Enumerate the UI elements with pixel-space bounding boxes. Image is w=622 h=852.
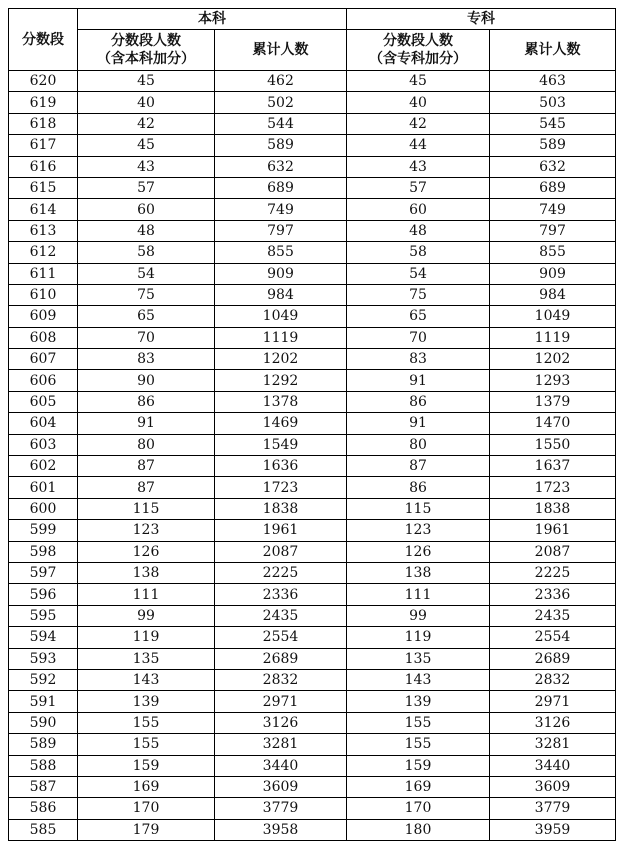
benke-count-cell: 155 xyxy=(78,712,215,733)
zhuanke-cumulative-cell: 3281 xyxy=(490,734,616,755)
benke-count-cell: 86 xyxy=(78,391,215,412)
zhuanke-count-cell: 65 xyxy=(347,306,490,327)
score-cell: 585 xyxy=(9,819,78,840)
benke-cumulative-cell: 1636 xyxy=(215,456,347,477)
benke-cumulative-cell: 544 xyxy=(215,113,347,134)
zhuanke-cumulative-cell: 1550 xyxy=(490,434,616,455)
zhuanke-cumulative-cell: 2554 xyxy=(490,627,616,648)
zhuanke-count-cell: 43 xyxy=(347,156,490,177)
zhuanke-count-cell: 126 xyxy=(347,541,490,562)
benke-cumulative-cell: 984 xyxy=(215,284,347,305)
zhuanke-count-cell: 91 xyxy=(347,413,490,434)
benke-cumulative-cell: 689 xyxy=(215,177,347,198)
benke-group-header: 本科 xyxy=(78,9,347,30)
benke-cumulative-header: 累计人数 xyxy=(215,30,347,71)
benke-cumulative-cell: 1292 xyxy=(215,370,347,391)
benke-cumulative-cell: 502 xyxy=(215,92,347,113)
zhuanke-count-header-line2: （含专科加分） xyxy=(369,51,467,67)
table-body xyxy=(9,71,616,841)
score-cell: 619 xyxy=(9,92,78,113)
score-cell: 586 xyxy=(9,798,78,819)
zhuanke-count-cell: 40 xyxy=(347,92,490,113)
benke-cumulative-cell: 855 xyxy=(215,242,347,263)
zhuanke-count-cell: 169 xyxy=(347,776,490,797)
score-cell: 589 xyxy=(9,734,78,755)
score-column-header: 分数段 xyxy=(9,9,78,71)
zhuanke-count-cell: 42 xyxy=(347,113,490,134)
benke-cumulative-cell: 2087 xyxy=(215,541,347,562)
benke-cumulative-cell: 3609 xyxy=(215,776,347,797)
score-cell: 615 xyxy=(9,177,78,198)
table-row xyxy=(9,220,616,241)
benke-count-cell: 60 xyxy=(78,199,215,220)
table-row xyxy=(9,734,616,755)
score-cell: 617 xyxy=(9,135,78,156)
benke-cumulative-cell: 462 xyxy=(215,71,347,92)
table-row xyxy=(9,798,616,819)
benke-cumulative-cell: 3281 xyxy=(215,734,347,755)
zhuanke-count-cell: 45 xyxy=(347,71,490,92)
score-cell: 599 xyxy=(9,520,78,541)
benke-count-cell: 135 xyxy=(78,648,215,669)
benke-cumulative-cell: 2689 xyxy=(215,648,347,669)
zhuanke-cumulative-cell: 797 xyxy=(490,220,616,241)
benke-count-cell: 87 xyxy=(78,456,215,477)
score-cell: 597 xyxy=(9,562,78,583)
zhuanke-count-cell: 91 xyxy=(347,370,490,391)
zhuanke-count-cell: 159 xyxy=(347,755,490,776)
zhuanke-count-cell: 86 xyxy=(347,477,490,498)
table-row xyxy=(9,712,616,733)
benke-count-cell: 42 xyxy=(78,113,215,134)
score-cell: 594 xyxy=(9,627,78,648)
benke-cumulative-cell: 2435 xyxy=(215,605,347,626)
zhuanke-count-cell: 60 xyxy=(347,199,490,220)
benke-count-cell: 126 xyxy=(78,541,215,562)
zhuanke-cumulative-cell: 3959 xyxy=(490,819,616,840)
zhuanke-cumulative-cell: 2225 xyxy=(490,562,616,583)
score-cell: 598 xyxy=(9,541,78,562)
benke-count-cell: 80 xyxy=(78,434,215,455)
zhuanke-cumulative-cell: 2689 xyxy=(490,648,616,669)
benke-count-cell: 169 xyxy=(78,776,215,797)
zhuanke-cumulative-cell: 1723 xyxy=(490,477,616,498)
table-row xyxy=(9,242,616,263)
table-row xyxy=(9,691,616,712)
table-row xyxy=(9,456,616,477)
table-row xyxy=(9,541,616,562)
benke-cumulative-cell: 1723 xyxy=(215,477,347,498)
benke-cumulative-cell: 1378 xyxy=(215,391,347,412)
zhuanke-count-cell: 75 xyxy=(347,284,490,305)
zhuanke-count-cell: 143 xyxy=(347,669,490,690)
score-cell: 614 xyxy=(9,199,78,220)
benke-count-cell: 54 xyxy=(78,263,215,284)
table-row xyxy=(9,669,616,690)
zhuanke-cumulative-cell: 855 xyxy=(490,242,616,263)
zhuanke-count-cell: 139 xyxy=(347,691,490,712)
table-row xyxy=(9,199,616,220)
benke-cumulative-cell: 1549 xyxy=(215,434,347,455)
score-distribution-table-container xyxy=(8,8,616,841)
score-cell: 600 xyxy=(9,498,78,519)
table-row xyxy=(9,284,616,305)
table-row xyxy=(9,819,616,840)
zhuanke-cumulative-cell: 1202 xyxy=(490,349,616,370)
benke-count-cell: 159 xyxy=(78,755,215,776)
zhuanke-cumulative-cell: 1961 xyxy=(490,520,616,541)
zhuanke-count-cell: 86 xyxy=(347,391,490,412)
zhuanke-count-cell: 48 xyxy=(347,220,490,241)
zhuanke-group-header: 专科 xyxy=(347,9,616,30)
benke-cumulative-cell: 3440 xyxy=(215,755,347,776)
score-cell: 612 xyxy=(9,242,78,263)
table-row xyxy=(9,605,616,626)
table-row xyxy=(9,627,616,648)
score-cell: 620 xyxy=(9,71,78,92)
table-row xyxy=(9,156,616,177)
zhuanke-cumulative-cell: 984 xyxy=(490,284,616,305)
score-cell: 611 xyxy=(9,263,78,284)
zhuanke-cumulative-cell: 2971 xyxy=(490,691,616,712)
zhuanke-count-cell: 180 xyxy=(347,819,490,840)
zhuanke-cumulative-cell: 1119 xyxy=(490,327,616,348)
table-row xyxy=(9,113,616,134)
benke-count-cell: 138 xyxy=(78,562,215,583)
benke-cumulative-cell: 749 xyxy=(215,199,347,220)
zhuanke-count-cell: 170 xyxy=(347,798,490,819)
header-row-columns xyxy=(9,30,616,71)
benke-cumulative-cell: 2971 xyxy=(215,691,347,712)
zhuanke-cumulative-cell: 1379 xyxy=(490,391,616,412)
table-row xyxy=(9,477,616,498)
benke-count-cell: 65 xyxy=(78,306,215,327)
benke-cumulative-cell: 3126 xyxy=(215,712,347,733)
score-cell: 587 xyxy=(9,776,78,797)
zhuanke-cumulative-cell: 1293 xyxy=(490,370,616,391)
benke-cumulative-cell: 3779 xyxy=(215,798,347,819)
zhuanke-cumulative-cell: 463 xyxy=(490,71,616,92)
benke-count-cell: 99 xyxy=(78,605,215,626)
zhuanke-cumulative-cell: 1838 xyxy=(490,498,616,519)
score-cell: 608 xyxy=(9,327,78,348)
score-cell: 609 xyxy=(9,306,78,327)
table-row xyxy=(9,177,616,198)
zhuanke-count-cell: 135 xyxy=(347,648,490,669)
benke-cumulative-cell: 3958 xyxy=(215,819,347,840)
benke-cumulative-cell: 2554 xyxy=(215,627,347,648)
table-header xyxy=(9,9,616,71)
benke-count-cell: 45 xyxy=(78,71,215,92)
benke-count-header xyxy=(78,30,215,71)
zhuanke-cumulative-cell: 909 xyxy=(490,263,616,284)
benke-cumulative-cell: 1049 xyxy=(215,306,347,327)
benke-cumulative-cell: 2225 xyxy=(215,562,347,583)
benke-cumulative-cell: 1961 xyxy=(215,520,347,541)
zhuanke-cumulative-cell: 2435 xyxy=(490,605,616,626)
zhuanke-count-cell: 54 xyxy=(347,263,490,284)
zhuanke-count-cell: 119 xyxy=(347,627,490,648)
benke-count-cell: 119 xyxy=(78,627,215,648)
score-cell: 601 xyxy=(9,477,78,498)
score-cell: 604 xyxy=(9,413,78,434)
zhuanke-count-cell: 57 xyxy=(347,177,490,198)
benke-count-cell: 45 xyxy=(78,135,215,156)
zhuanke-cumulative-cell: 3779 xyxy=(490,798,616,819)
zhuanke-count-cell: 99 xyxy=(347,605,490,626)
benke-cumulative-cell: 1119 xyxy=(215,327,347,348)
zhuanke-count-cell: 87 xyxy=(347,456,490,477)
zhuanke-cumulative-cell: 3609 xyxy=(490,776,616,797)
score-cell: 593 xyxy=(9,648,78,669)
zhuanke-cumulative-cell: 503 xyxy=(490,92,616,113)
benke-count-cell: 123 xyxy=(78,520,215,541)
benke-cumulative-cell: 797 xyxy=(215,220,347,241)
benke-cumulative-cell: 1469 xyxy=(215,413,347,434)
benke-count-cell: 170 xyxy=(78,798,215,819)
zhuanke-count-cell: 155 xyxy=(347,712,490,733)
table-row xyxy=(9,263,616,284)
benke-count-cell: 57 xyxy=(78,177,215,198)
score-cell: 590 xyxy=(9,712,78,733)
zhuanke-count-cell: 138 xyxy=(347,562,490,583)
score-cell: 602 xyxy=(9,456,78,477)
table-row xyxy=(9,434,616,455)
score-cell: 610 xyxy=(9,284,78,305)
score-cell: 605 xyxy=(9,391,78,412)
table-row xyxy=(9,71,616,92)
benke-count-cell: 155 xyxy=(78,734,215,755)
zhuanke-count-cell: 115 xyxy=(347,498,490,519)
benke-count-cell: 43 xyxy=(78,156,215,177)
score-cell: 591 xyxy=(9,691,78,712)
benke-count-cell: 83 xyxy=(78,349,215,370)
benke-count-cell: 111 xyxy=(78,584,215,605)
benke-count-cell: 139 xyxy=(78,691,215,712)
benke-count-cell: 87 xyxy=(78,477,215,498)
score-cell: 596 xyxy=(9,584,78,605)
benke-cumulative-cell: 2832 xyxy=(215,669,347,690)
table-row xyxy=(9,370,616,391)
zhuanke-count-header-line1: 分数段人数 xyxy=(383,33,453,49)
zhuanke-cumulative-cell: 545 xyxy=(490,113,616,134)
score-cell: 613 xyxy=(9,220,78,241)
benke-cumulative-cell: 2336 xyxy=(215,584,347,605)
table-row xyxy=(9,755,616,776)
score-cell: 616 xyxy=(9,156,78,177)
zhuanke-count-header xyxy=(347,30,490,71)
table-row xyxy=(9,776,616,797)
zhuanke-count-cell: 80 xyxy=(347,434,490,455)
benke-count-cell: 179 xyxy=(78,819,215,840)
benke-count-cell: 91 xyxy=(78,413,215,434)
zhuanke-cumulative-cell: 2336 xyxy=(490,584,616,605)
table-row xyxy=(9,498,616,519)
zhuanke-count-cell: 155 xyxy=(347,734,490,755)
zhuanke-cumulative-cell: 1470 xyxy=(490,413,616,434)
benke-count-cell: 70 xyxy=(78,327,215,348)
benke-count-header-line1: 分数段人数 xyxy=(111,33,181,49)
zhuanke-cumulative-cell: 3440 xyxy=(490,755,616,776)
benke-cumulative-cell: 632 xyxy=(215,156,347,177)
zhuanke-cumulative-cell: 2087 xyxy=(490,541,616,562)
table-row xyxy=(9,391,616,412)
table-row xyxy=(9,135,616,156)
zhuanke-count-cell: 123 xyxy=(347,520,490,541)
table-row xyxy=(9,413,616,434)
zhuanke-cumulative-header: 累计人数 xyxy=(490,30,616,71)
zhuanke-count-cell: 44 xyxy=(347,135,490,156)
header-row-groups xyxy=(9,9,616,30)
zhuanke-count-cell: 58 xyxy=(347,242,490,263)
table-row xyxy=(9,562,616,583)
benke-count-cell: 115 xyxy=(78,498,215,519)
benke-cumulative-cell: 1202 xyxy=(215,349,347,370)
table-row xyxy=(9,92,616,113)
benke-count-cell: 58 xyxy=(78,242,215,263)
zhuanke-cumulative-cell: 2832 xyxy=(490,669,616,690)
score-cell: 592 xyxy=(9,669,78,690)
zhuanke-cumulative-cell: 632 xyxy=(490,156,616,177)
zhuanke-cumulative-cell: 589 xyxy=(490,135,616,156)
zhuanke-count-cell: 111 xyxy=(347,584,490,605)
zhuanke-count-cell: 83 xyxy=(347,349,490,370)
benke-count-cell: 75 xyxy=(78,284,215,305)
table-row xyxy=(9,349,616,370)
zhuanke-count-cell: 70 xyxy=(347,327,490,348)
zhuanke-cumulative-cell: 3126 xyxy=(490,712,616,733)
benke-cumulative-cell: 589 xyxy=(215,135,347,156)
zhuanke-cumulative-cell: 689 xyxy=(490,177,616,198)
benke-cumulative-cell: 1838 xyxy=(215,498,347,519)
score-distribution-table xyxy=(8,8,616,841)
table-row xyxy=(9,327,616,348)
table-row xyxy=(9,584,616,605)
table-row xyxy=(9,520,616,541)
benke-count-cell: 40 xyxy=(78,92,215,113)
benke-cumulative-cell: 909 xyxy=(215,263,347,284)
score-cell: 588 xyxy=(9,755,78,776)
zhuanke-cumulative-cell: 1637 xyxy=(490,456,616,477)
score-cell: 606 xyxy=(9,370,78,391)
zhuanke-cumulative-cell: 1049 xyxy=(490,306,616,327)
score-cell: 603 xyxy=(9,434,78,455)
table-row xyxy=(9,648,616,669)
benke-count-cell: 143 xyxy=(78,669,215,690)
benke-count-cell: 90 xyxy=(78,370,215,391)
score-cell: 595 xyxy=(9,605,78,626)
score-cell: 618 xyxy=(9,113,78,134)
table-row xyxy=(9,306,616,327)
benke-count-cell: 48 xyxy=(78,220,215,241)
score-cell: 607 xyxy=(9,349,78,370)
zhuanke-cumulative-cell: 749 xyxy=(490,199,616,220)
benke-count-header-line2: （含本科加分） xyxy=(97,51,195,67)
